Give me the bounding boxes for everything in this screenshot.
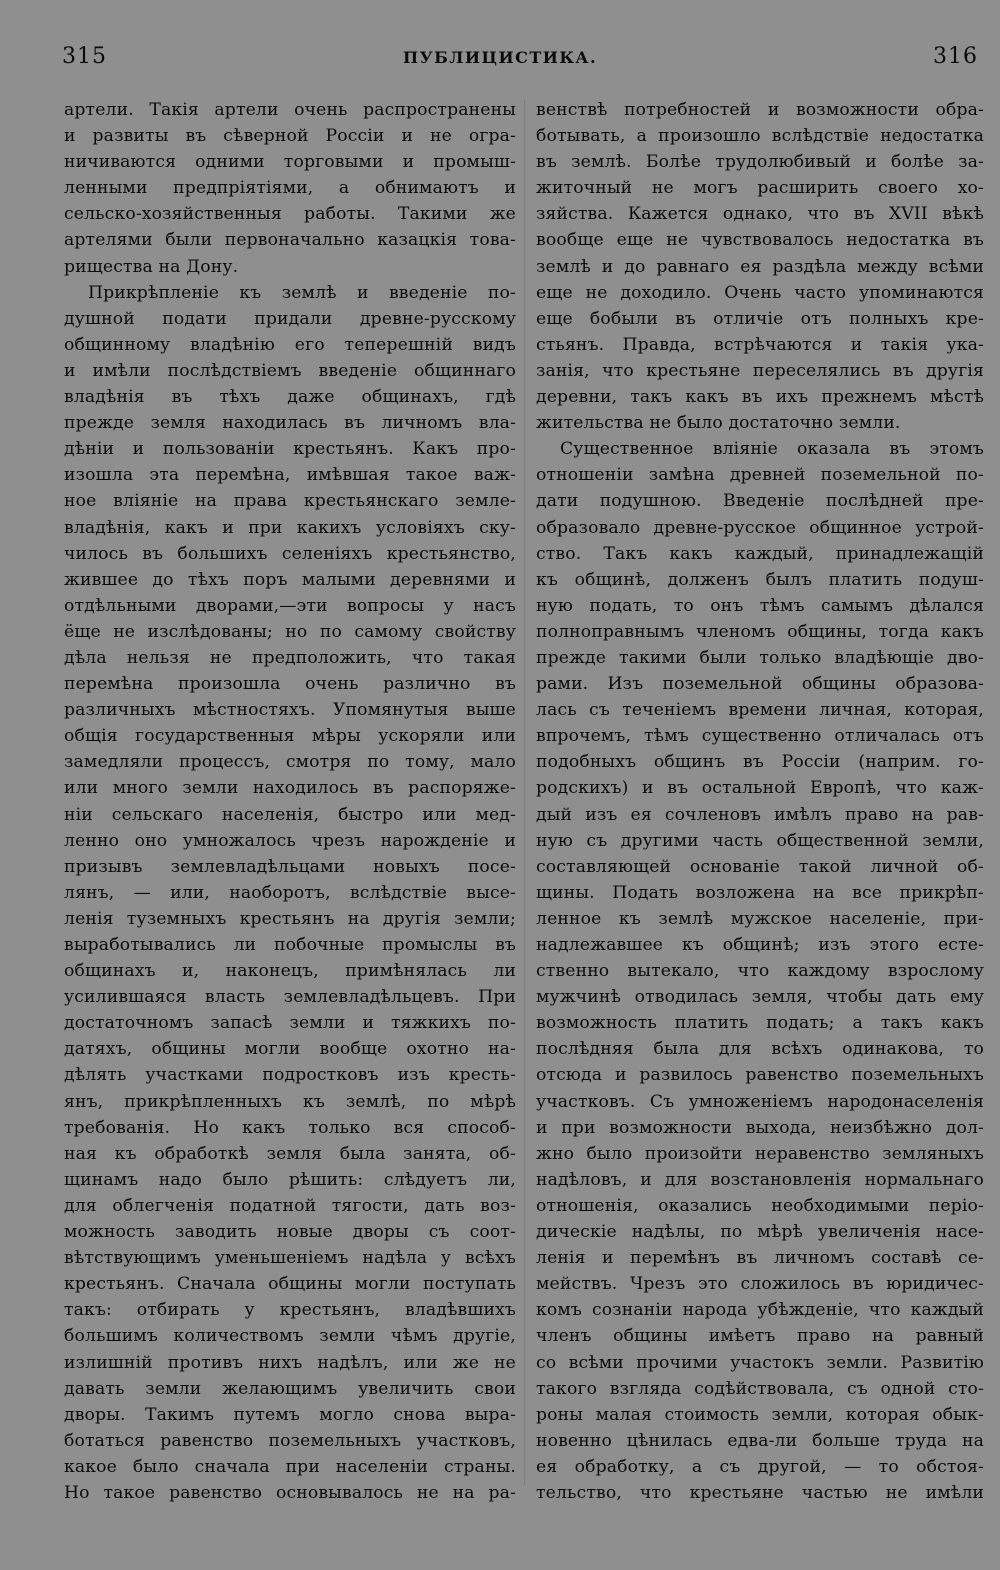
text-line: какое было сначала при населеніи страны. bbox=[64, 1456, 516, 1477]
text-line: отсюда и развилось равенство поземельныхъ bbox=[536, 1065, 984, 1086]
text-line: артелями были первоначально казацкія това- bbox=[64, 230, 516, 251]
text-line: жившее до тѣхъ поръ малыми деревнями и bbox=[64, 569, 516, 590]
text-line: надѣловъ, и для возстановленія нормальнаго bbox=[536, 1169, 984, 1190]
text-line: призывъ землевладѣльцами новыхъ посе- bbox=[64, 856, 516, 877]
text-line: датяхъ, общины могли вообще охотно на- bbox=[64, 1039, 516, 1060]
text-line: ленія и перемѣнъ въ личномъ составѣ се- bbox=[536, 1248, 984, 1269]
text-line: для облегченія податной тягости, дать воз- bbox=[64, 1195, 516, 1216]
text-line: мужчинѣ отводилась земля, чтобы дать ему bbox=[536, 987, 984, 1008]
text-line: мействъ. Чрезъ это сложилось въ юридичес- bbox=[536, 1274, 984, 1295]
text-line: янъ, прикрѣпленныхъ къ землѣ, по мѣрѣ bbox=[64, 1091, 516, 1112]
text-line: ленно оно умножалось чрезъ нарожденіе и bbox=[64, 830, 516, 851]
text-line: ное вліяніе на права крестьянскаго земле- bbox=[64, 491, 516, 512]
text-line: еще не доходило. Очень часто упоминаются bbox=[536, 282, 984, 303]
text-line: дати подушною. Введеніе послѣдней пре- bbox=[536, 491, 984, 512]
text-line: новенно цѣнилась едва-ли больше труда на bbox=[536, 1430, 984, 1451]
text-line: выработывались ли побочные промыслы въ bbox=[64, 935, 516, 955]
text-line: давать земли желающимъ увеличить свои bbox=[64, 1378, 516, 1399]
text-line: дый изъ ея сочленовъ имѣлъ право на рав- bbox=[536, 804, 984, 825]
text-line: землѣ и до равнаго ея раздѣла между всѣми bbox=[536, 256, 984, 277]
text-line: участковъ. Съ умноженіемъ народонаселенія bbox=[536, 1091, 984, 1112]
left-text-column bbox=[64, 97, 516, 1506]
text-line: со всѣми прочими участокъ земли. Развитію bbox=[536, 1352, 984, 1373]
text-line: полноправнымъ членомъ общины, тогда какъ bbox=[536, 621, 984, 642]
text-line: отношеніи замѣна древней поземельной по- bbox=[536, 465, 984, 486]
text-line: артели. Такія артели очень распространены bbox=[64, 100, 516, 120]
text-line: жно было произойти неравенство земляныхъ bbox=[536, 1143, 984, 1164]
text-line: такого взгляда содѣйствовала, съ одной сто- bbox=[536, 1378, 984, 1399]
text-line: можность заводить новые дворы съ соот- bbox=[64, 1222, 516, 1243]
text-line: рами. Изъ поземельной общины образова- bbox=[536, 674, 984, 695]
text-line: большимъ количествомъ земли чѣмъ другіе, bbox=[64, 1326, 516, 1347]
text-line: требованія. Но какъ только вся способ- bbox=[64, 1117, 516, 1138]
text-line: или много земли находилось въ распоряже- bbox=[64, 778, 516, 799]
text-line: послѣдняя была для всѣхъ одинакова, то bbox=[536, 1039, 984, 1060]
text-line: перемѣна произошла очень различно въ bbox=[64, 674, 516, 695]
text-line: ничиваются одними торговыми и промыш- bbox=[64, 152, 516, 173]
text-line: возможность платить подать; а такъ какъ bbox=[536, 1013, 984, 1034]
text-line: лась съ теченіемъ времени личная, которая, bbox=[536, 700, 984, 721]
text-line: родскихъ) и въ остальной Европѣ, что каж- bbox=[536, 778, 984, 799]
text-line: лянъ, — или, наоборотъ, вслѣдствіе высе- bbox=[64, 882, 516, 903]
running-title: ПУБЛИЦИСТИКА. bbox=[402, 48, 598, 67]
text-line: общинному владѣнію его теперешній видъ bbox=[64, 334, 516, 355]
text-line: вѣтствующимъ уменьшеніемъ надѣла у всѣхъ bbox=[64, 1248, 516, 1269]
text-line: различныхъ мѣстностяхъ. Упомянутыя выше bbox=[64, 700, 516, 721]
text-line: общинахъ и, наконецъ, примѣнялась ли bbox=[64, 961, 516, 982]
text-line: ленное къ землѣ мужское населеніе, при- bbox=[536, 908, 984, 929]
text-line: житочный не могъ расширить своего хо- bbox=[536, 178, 984, 199]
text-line: щинамъ надо было рѣшить: слѣдуетъ ли, bbox=[64, 1169, 516, 1190]
text-line: ную съ другими часть общественной земли, bbox=[536, 830, 984, 851]
text-line: дическіе надѣлы, по мѣрѣ увеличенія насе- bbox=[536, 1222, 984, 1243]
text-line: и имѣли послѣдствіемъ введеніе общиннаго bbox=[64, 360, 516, 381]
text-line: рищества на Дону. bbox=[64, 256, 239, 277]
text-line: прежде земля находилась въ личномъ вла- bbox=[64, 413, 516, 434]
text-line: ство. Такъ какъ каждый, принадлежащій bbox=[536, 543, 984, 564]
text-line: составляющей основаніе такой личной об- bbox=[536, 856, 984, 877]
text-line: замедляли процессъ, смотря по тому, мало bbox=[64, 752, 516, 773]
text-line: достаточномъ запасѣ земли и тяжкихъ по- bbox=[64, 1013, 516, 1034]
text-line: занія, что крестьяне переселялись въ другія bbox=[536, 360, 984, 381]
text-line: впрочемъ, тѣмъ существенно отличалась отъ bbox=[536, 726, 984, 747]
text-line: дѣла нельзя не предположить, что такая bbox=[64, 647, 516, 668]
text-line: Прикрѣпленіе къ землѣ и введеніе по- bbox=[88, 282, 516, 303]
text-line: тельство, что крестьяне частью не имѣли bbox=[536, 1482, 984, 1503]
text-line: ніи сельскаго населенія, быстро или мед- bbox=[64, 804, 516, 825]
text-line: ёще не изслѣдованы; но по самому свойству bbox=[64, 621, 516, 642]
text-line: ленными предпріятіями, а обнимаютъ и bbox=[64, 178, 516, 199]
text-line: ленія туземныхъ крестьянъ на другія земли; bbox=[64, 908, 516, 929]
text-line: образовало древне-русское общинное устрой- bbox=[536, 517, 984, 538]
text-line: и при возможности выхода, неизбѣжно дол- bbox=[536, 1117, 984, 1138]
text-line: крестьянъ. Сначала общины могли поступать bbox=[64, 1274, 516, 1295]
text-line: усилившаяся власть землевладѣльцевъ. При bbox=[64, 987, 516, 1008]
text-line: членъ общины имѣетъ право на равный bbox=[536, 1326, 984, 1347]
text-line: надлежавшее къ общинѣ; изъ этого есте- bbox=[536, 935, 984, 955]
text-line: стьянъ. Правда, встрѣчаются и такія ука- bbox=[536, 334, 984, 355]
text-line: общія государственныя мѣры ускоряли или bbox=[64, 726, 516, 747]
text-line: ботаться равенство поземельныхъ участковъ, bbox=[64, 1430, 516, 1451]
right-text-column bbox=[536, 97, 984, 1506]
text-line: комъ сознаніи народа убѣжденіе, что каждый bbox=[536, 1300, 984, 1321]
text-line: и развиты въ сѣверной Россіи и не огра- bbox=[64, 126, 516, 147]
text-line: владѣнія въ тѣхъ даже общинахъ, гдѣ bbox=[64, 387, 516, 408]
text-line: вообще еще не чувствовалось недостатка въ bbox=[536, 230, 984, 251]
text-line: дворы. Такимъ путемъ могло снова выра- bbox=[64, 1404, 516, 1425]
text-line: прежде такими были только владѣющіе дво- bbox=[536, 647, 984, 668]
text-line: владѣнія, какъ и при какихъ условіяхъ ску- bbox=[64, 517, 516, 538]
text-line: венствѣ потребностей и возможности обра- bbox=[536, 100, 984, 120]
page-number-left: 315 bbox=[62, 44, 107, 69]
text-line: ная къ обработкѣ земля была занята, об- bbox=[64, 1143, 516, 1164]
text-line: еще бобыли въ отличіе отъ полныхъ кре- bbox=[536, 308, 984, 329]
text-line: отдѣльными дворами,—эти вопросы у насъ bbox=[64, 595, 516, 616]
text-line: щины. Подать возложена на все прикрѣп- bbox=[536, 882, 984, 903]
text-line: въ землѣ. Болѣе трудолюбивый и болѣе за- bbox=[536, 152, 984, 173]
text-line: зяйства. Кажется однако, что въ XVII вѣкѣ bbox=[536, 204, 984, 225]
text-line: чилось въ большихъ селеніяхъ крестьянство, bbox=[64, 543, 516, 564]
page-number-right: 316 bbox=[933, 44, 978, 69]
text-line: такъ: отбирать у крестьянъ, владѣвшихъ bbox=[64, 1300, 516, 1321]
text-line: деревни, такъ какъ въ ихъ прежнемъ мѣстѣ bbox=[536, 387, 984, 408]
text-line: дѣніи и пользованіи крестьянъ. Какъ про- bbox=[64, 439, 516, 460]
text-line: Существенное вліяніе оказала въ этомъ bbox=[560, 439, 984, 460]
text-line: жительства не было достаточно земли. bbox=[536, 413, 901, 434]
text-line: излишній противъ нихъ надѣлъ, или же не bbox=[64, 1352, 516, 1373]
page-header bbox=[0, 44, 1000, 76]
text-line: Но такое равенство основывалось не на ра- bbox=[64, 1482, 516, 1503]
text-line: ея обработку, а съ другой, — то обстоя- bbox=[536, 1456, 984, 1477]
text-line: дѣлять участками подростковъ изъ кресть- bbox=[64, 1065, 516, 1086]
text-line: ботывать, а произошло вслѣдствіе недостатка bbox=[536, 126, 984, 147]
text-line: отношенія, оказались необходимыми періо- bbox=[536, 1195, 984, 1216]
column-divider bbox=[524, 100, 525, 1485]
text-line: къ общинѣ, долженъ былъ платить подуш- bbox=[536, 569, 984, 590]
text-line: сельско-хозяйственныя работы. Такими же bbox=[64, 204, 516, 225]
text-line: роны малая стоимость земли, которая обык- bbox=[536, 1404, 984, 1425]
text-line: изошла эта перемѣна, имѣвшая такое важ- bbox=[64, 465, 516, 486]
text-line: ственно вытекало, что каждому взрослому bbox=[536, 961, 984, 982]
text-line: душной подати придали древне-русскому bbox=[64, 308, 516, 329]
text-line: ную подать, то онъ тѣмъ самымъ дѣлался bbox=[536, 595, 984, 616]
text-line: подобныхъ общинъ въ Россіи (наприм. го- bbox=[536, 752, 984, 773]
